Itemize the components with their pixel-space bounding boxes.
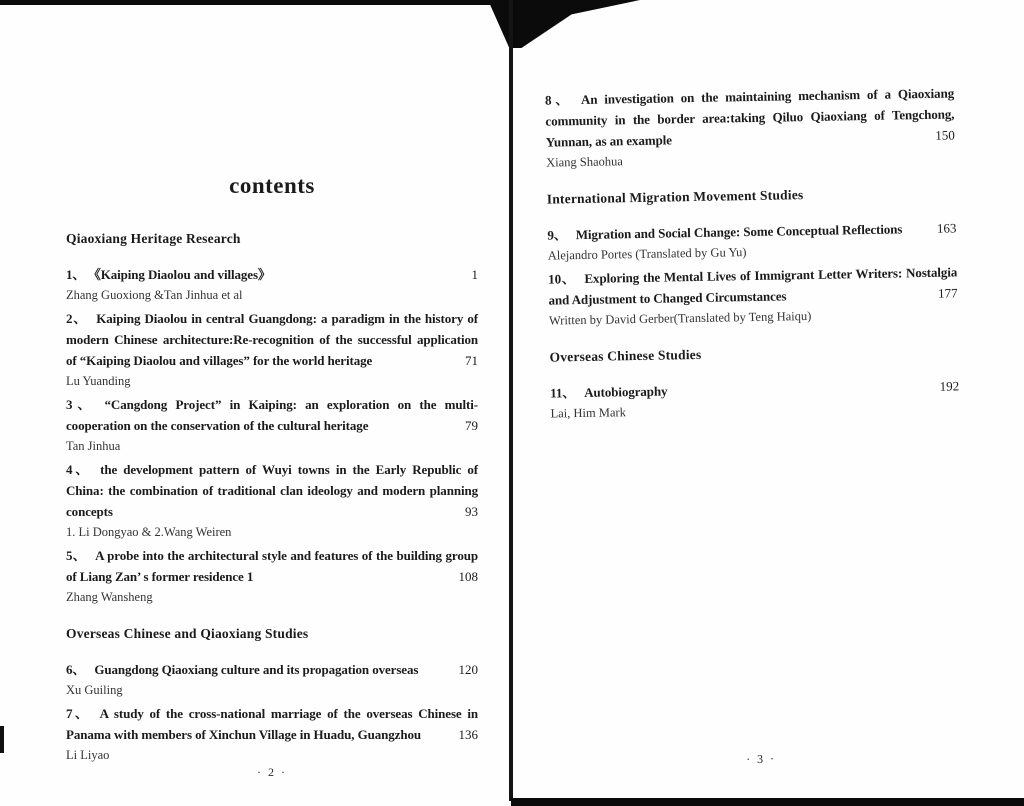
item-number: 9、 xyxy=(547,227,567,243)
item-page-number: 71 xyxy=(465,353,478,368)
item-number: 10、 xyxy=(548,271,576,287)
toc-item xyxy=(547,217,957,265)
item-authors: Tan Jinhua xyxy=(66,439,121,453)
item-title-line xyxy=(66,308,478,371)
item-title: Exploring the Mental Lives of Immigrant Letter Writers: Nostalgia and Adjustment to Changed Circumstances xyxy=(548,264,958,308)
item-page-number: 120 xyxy=(458,662,478,677)
item-authors: Lu Yuanding xyxy=(66,374,131,388)
item-number: 11、 xyxy=(550,385,576,401)
item-authors: Zhang Wansheng xyxy=(66,590,153,604)
folio-right-page-number: · 3 · xyxy=(745,751,777,767)
toc-section xyxy=(545,82,955,172)
toc-right xyxy=(543,0,959,424)
section-heading: Qiaoxiang Heritage Research xyxy=(66,231,241,246)
toc-item xyxy=(66,659,478,700)
toc-item xyxy=(548,261,958,330)
toc-item xyxy=(550,375,960,423)
item-page-number: 150 xyxy=(935,127,955,143)
item-page-number: 136 xyxy=(458,727,478,742)
item-page-number: 93 xyxy=(465,504,478,519)
item-title-line xyxy=(66,703,478,745)
item-title-line xyxy=(66,394,478,436)
item-title: A study of the cross-national marriage of the overseas Chinese in Panama with members of Xinchun Village in Huadu, Guangzhou xyxy=(66,706,478,742)
toc-item xyxy=(545,82,955,172)
item-number: 8、 xyxy=(544,92,573,108)
item-page-number: 108 xyxy=(458,569,478,584)
item-authors: Xu Guiling xyxy=(66,683,123,697)
item-number: 3、 xyxy=(66,397,96,412)
item-title: Migration and Social Change: Some Conceptual Reflections xyxy=(575,221,903,243)
toc-item xyxy=(66,394,478,456)
scan-left-edge-mark xyxy=(0,726,4,753)
item-page-number: 192 xyxy=(939,378,960,394)
item-authors: Zhang Guoxiong &Tan Jinhua et al xyxy=(66,288,243,302)
item-number: 4、 xyxy=(66,462,92,477)
page-right xyxy=(543,0,966,806)
item-title-line xyxy=(66,659,478,680)
folio-left-page-number: · 2 · xyxy=(257,765,287,779)
item-authors: Alejandro Portes (Translated by Gu Yu) xyxy=(547,245,747,263)
item-title-line xyxy=(66,459,478,522)
item-title-line xyxy=(545,82,955,152)
item-authors: Written by David Gerber(Translated by Teng Haiqu) xyxy=(548,308,812,328)
item-title: “Cangdong Project” in Kaiping: an exploration on the multi-cooperation on the conservation of the cultural heritage xyxy=(66,397,478,433)
toc-item xyxy=(66,459,478,542)
toc-item xyxy=(66,308,478,391)
section-heading: Overseas Chinese and Qiaoxiang Studies xyxy=(66,626,309,641)
toc-section xyxy=(66,230,478,607)
item-title: the development pattern of Wuyi towns in the Early Republic of China: the combination of traditional clan ideology and modern planning concepts xyxy=(66,462,478,519)
item-authors: Xiang Shaohua xyxy=(546,154,624,170)
item-title-line xyxy=(548,261,958,310)
toc-left xyxy=(66,230,478,765)
item-title-line xyxy=(66,264,478,285)
toc-section xyxy=(549,341,959,423)
item-title: Autobiography xyxy=(584,383,668,400)
item-title: Kaiping Diaolou in central Guangdong: a paradigm in the history of modern Chinese architecture:Re-recognition of the successful application of “Kaiping Diaolou and villages” for the world heritage xyxy=(66,311,478,368)
toc-section xyxy=(66,625,478,765)
item-title-line xyxy=(66,545,478,587)
item-page-number: 177 xyxy=(937,285,958,301)
item-authors: 1. Li Dongyao & 2.Wang Weiren xyxy=(66,525,232,539)
item-page-number: 163 xyxy=(936,220,957,236)
item-authors: Li Liyao xyxy=(66,748,110,762)
item-number: 2、 xyxy=(66,311,88,326)
toc-section xyxy=(547,183,958,330)
item-title: 《Kaiping Diaolou and villages》 xyxy=(94,267,271,282)
item-number: 6、 xyxy=(66,662,86,677)
item-authors: Lai, Him Mark xyxy=(550,405,627,421)
page-left xyxy=(66,0,478,806)
item-number: 1、 xyxy=(66,267,86,282)
item-title: A probe into the architectural style and features of the building group of Liang Zan’ s former residence 1 xyxy=(66,548,478,584)
toc-item xyxy=(66,703,478,765)
item-page-number: 1 xyxy=(471,267,478,282)
item-number: 5、 xyxy=(66,548,87,563)
page-gutter-line xyxy=(509,0,513,801)
contents-title: contents xyxy=(229,173,315,198)
section-heading: Overseas Chinese Studies xyxy=(549,346,702,365)
item-title: Guangdong Qiaoxiang culture and its propagation overseas xyxy=(94,662,419,677)
item-title: An investigation on the maintaining mechanism of a Qiaoxiang community in the border area:taking Qiluo Qiaoxiang of Tengchong, Yunnan, as an example xyxy=(545,85,955,150)
section-heading: International Migration Movement Studies xyxy=(546,187,804,207)
toc-item xyxy=(66,264,478,305)
item-page-number: 79 xyxy=(465,418,478,433)
toc-item xyxy=(66,545,478,607)
item-number: 7、 xyxy=(66,706,91,721)
